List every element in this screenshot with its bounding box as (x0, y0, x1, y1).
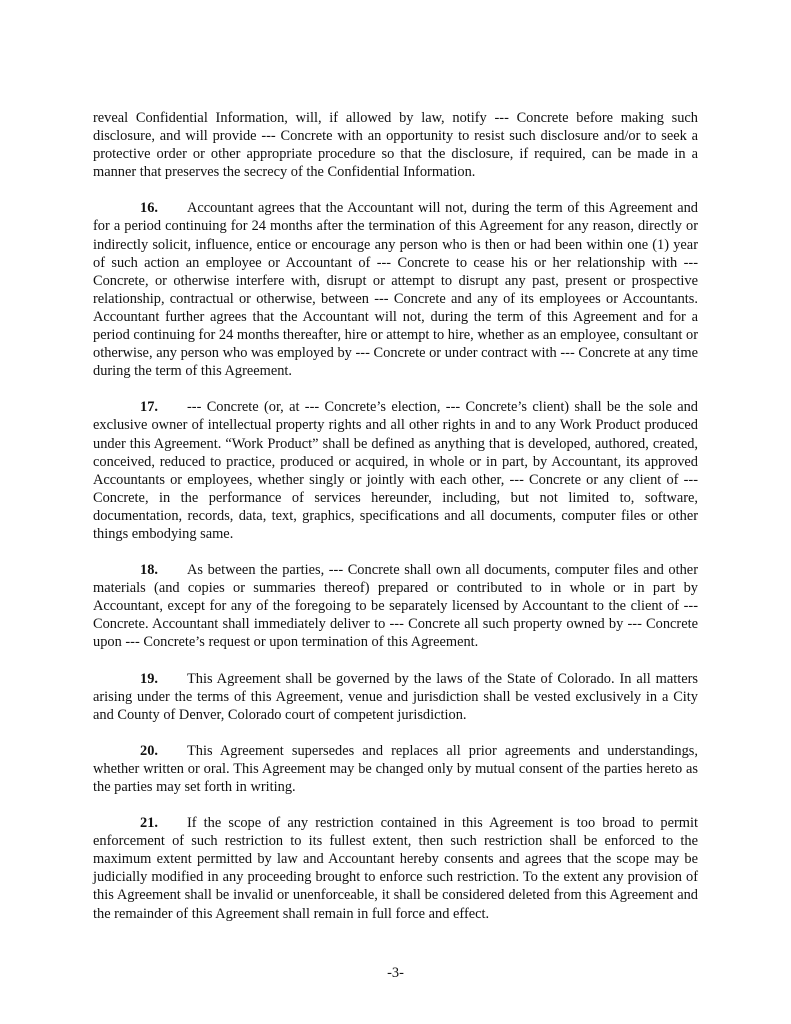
section-number: 17. (140, 399, 158, 416)
section-text: As between the parties, --- Concrete shall own all documents, computer files and other materials (and copies or summaries thereof) prepared or contributed to in whole or in part by Accountant, except for any of the foregoing to be separately licensed by Accountant to the client of --- Concrete. Accountant shall immediately deliver to --- Concrete all such property owned by --- Concrete upon --- Concrete’s request or upon termination of this Agreement. (93, 562, 698, 651)
intro-paragraph: reveal Confidential Information, will, if allowed by law, notify --- Concrete before making such disclosure, and will provide --- Concrete with an opportunity to resist such disclosure and/or to seek a protective order or other appropriate procedure so that the disclosure, if required, can be made in a manner that preserves the secrecy of the Confidential Information. (93, 110, 698, 181)
section-number: 20. (140, 742, 158, 759)
section-number: 16. (140, 200, 158, 217)
section-16 (93, 199, 698, 380)
section-17 (93, 398, 698, 543)
section-19 (93, 670, 698, 724)
section-number: 18. (140, 562, 158, 579)
section-21 (93, 814, 698, 923)
section-text: This Agreement supersedes and replaces all prior agreements and understandings, whether written or oral. This Agreement may be changed only by mutual consent of the parties hereto as the parties may set forth in writing. (93, 742, 698, 795)
section-text: This Agreement shall be governed by the laws of the State of Colorado. In all matters arising under the terms of this Agreement, venue and jurisdiction shall be vested exclusively in a City and County of Denver, Colorado court of competent jurisdiction. (93, 670, 698, 723)
section-text: If the scope of any restriction contained in this Agreement is too broad to permit enforcement of such restriction to its fullest extent, then such restriction shall be enforced to the maximum extent permitted by law and Accountant hereby consents and agrees that the scope may be judicially modified in any proceeding brought to enforce such restriction. To the extent any provision of this Agreement shall be invalid or unenforceable, it shall be considered deleted from this Agreement and the remainder of this Agreement shall remain in full force and effect. (93, 815, 698, 922)
document-page (93, 109, 698, 923)
section-20 (93, 742, 698, 796)
section-number: 21. (140, 815, 158, 832)
section-number: 19. (140, 670, 158, 687)
section-text: Accountant agrees that the Accountant will not, during the term of this Agreement and for a period continuing for 24 months after the termination of this Agreement for any reason, directly or indirectly solicit, influence, entice or encourage any person who is then or had been within one (1) year of such action an employee or Accountant of --- Concrete to cease his or her relationship with --- Concrete, or otherwise interfere with, disrupt or attempt to disrupt any past, present or prospective relationship, contractual or otherwise, between --- Concrete and any of its employees or Accountants. Accountant further agrees that the Accountant will not, during the term of this Agreement and for a period continuing for 24 months thereafter, hire or attempt to hire, whether as an employee, consultant or otherwise, any person who was employed by --- Concrete or under contract with --- Concrete at any time during the term of this Agreement. (93, 200, 698, 380)
section-text: --- Concrete (or, at --- Concrete’s election, --- Concrete’s client) shall be the sole and exclusive owner of intellectual property rights and all other rights in and to any Work Product produced under this Agreement. “Work Product” shall be defined as anything that is developed, authored, created, conceived, reduced to practice, produced or acquired, in whole or in part, by Accountant, its approved Accountants or employees, whether singly or jointly with each other, --- Concrete or any client of --- Concrete, in the performance of services hereunder, including, but not limited to, software, documentation, records, data, text, graphics, specifications and all documents, computer files or other things embodying same. (93, 399, 698, 542)
page-number: -3- (387, 965, 404, 981)
section-18 (93, 561, 698, 651)
